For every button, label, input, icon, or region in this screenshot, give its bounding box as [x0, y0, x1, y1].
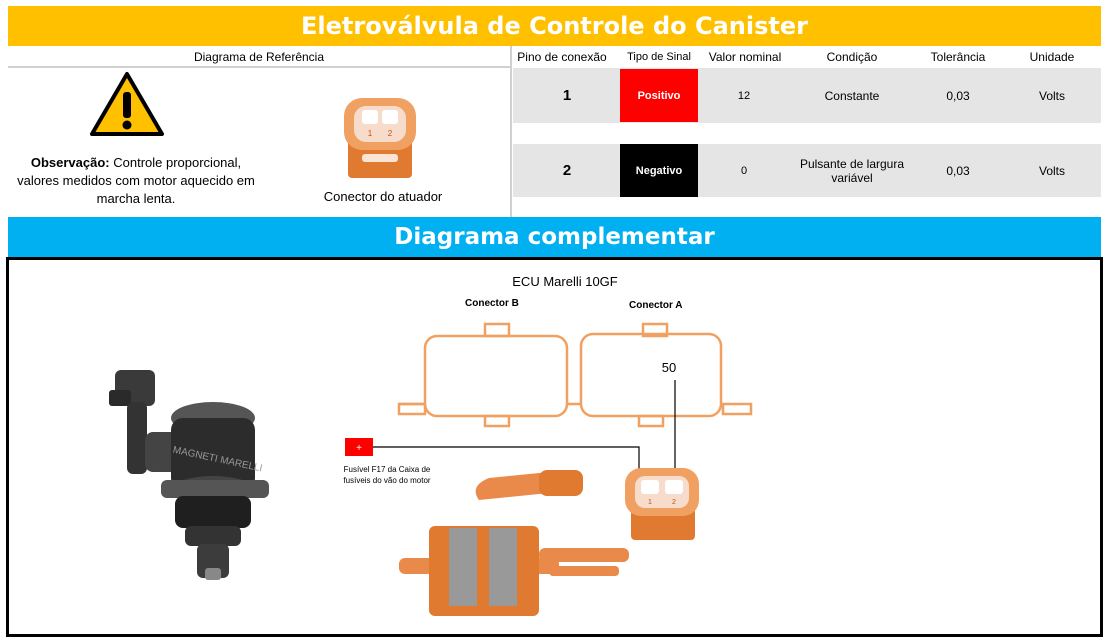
- valve-pin-2-label: 2: [672, 499, 676, 506]
- connector-a-label: Conector A: [629, 300, 683, 311]
- table-header-nominal: Valor nominal: [708, 50, 782, 64]
- valve-connector-illustration: [625, 468, 699, 540]
- actuator-connector-image: [340, 90, 420, 182]
- connector-caption: Conector do atuador: [323, 189, 443, 204]
- complementary-diagram: [6, 257, 1103, 637]
- valve-illustration: [399, 470, 629, 616]
- row1-signal-badge: Positivo: [620, 69, 698, 122]
- row1-pin: 1: [562, 87, 572, 104]
- section-title: Diagrama complementar: [394, 224, 715, 250]
- reference-header: Diagrama de Referência: [193, 50, 325, 64]
- page-title: Eletroválvula de Controle do Canister: [301, 12, 808, 40]
- reference-divider: [8, 66, 510, 68]
- connector-b-label: Conector B: [465, 298, 519, 309]
- valve-pin-1-label: 1: [648, 499, 652, 506]
- ecu-label: ECU Marelli 10GF: [512, 274, 618, 289]
- row2-tolerance: 0,03: [946, 163, 970, 178]
- observation-note: [14, 154, 258, 208]
- ecu-connector-a: [581, 334, 721, 416]
- table-header-unit: Unidade: [1029, 50, 1075, 64]
- row2-nominal: 0: [740, 164, 748, 177]
- ecu-connector-b: [425, 336, 567, 416]
- row2-signal-badge: Negativo: [620, 144, 698, 197]
- table-header-condition: Condição: [826, 50, 878, 64]
- fuse-label: Fusível F17 da Caixa de fusíveis do vão do motor: [343, 465, 431, 485]
- row2-unit: Volts: [1038, 163, 1065, 178]
- observation-label: Observação:: [30, 155, 110, 170]
- section-bar: [8, 217, 1101, 257]
- row2-condition: Pulsante de largura variável: [799, 156, 905, 185]
- row1-nominal: 12: [737, 89, 751, 102]
- row1-tolerance: 0,03: [946, 88, 970, 103]
- table-header-signal: Tipo de Sinal: [627, 51, 691, 63]
- valve-brand-label: MAGNETI MARELLI: [171, 444, 264, 475]
- row1-condition: Constante: [824, 88, 880, 103]
- row1-unit: Volts: [1038, 88, 1065, 103]
- observation-text: Controle proporcional, valores medidos com motor aquecido em marcha lenta.: [17, 155, 255, 206]
- table-header-pin: Pino de conexão: [517, 50, 607, 64]
- table-header-tolerance: Tolerância: [930, 50, 986, 64]
- row2-pin: 2: [562, 162, 572, 179]
- pin-50-label: 50: [661, 360, 677, 375]
- fuse-plus-label: +: [356, 443, 362, 454]
- warning-icon: [89, 70, 165, 138]
- title-bar: [8, 6, 1101, 46]
- connector-pin-1-label: 1: [367, 129, 373, 138]
- canister-valve-image: [105, 360, 275, 590]
- connector-pin-2-label: 2: [387, 129, 393, 138]
